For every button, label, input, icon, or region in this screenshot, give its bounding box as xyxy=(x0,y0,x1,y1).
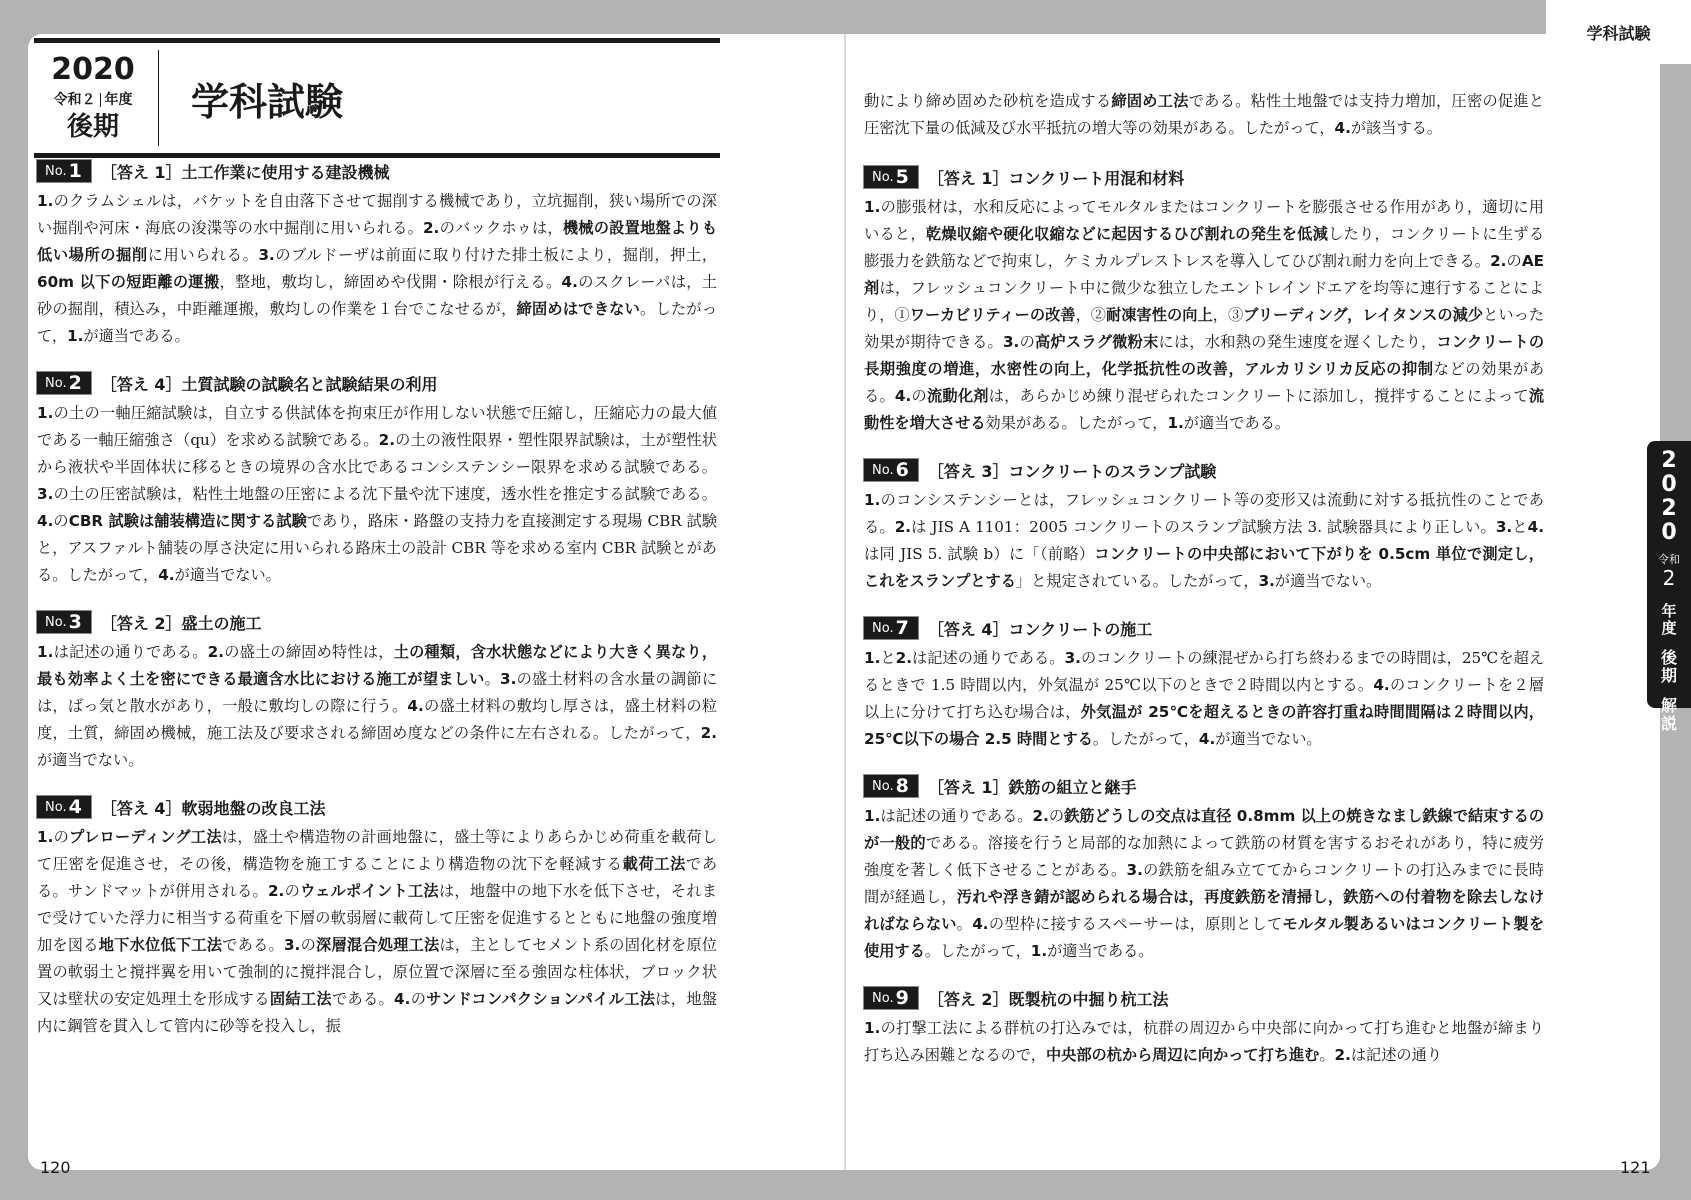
bold-term: 1. xyxy=(1167,414,1184,432)
entry-explanation: 1.のクラムシェルは，バケットを自由落下させて掘削する機械であり，立坑掘削，狭い場所での深い掘削や河床・海底の浚渫等の水中掘削に用いられる。2.のバックホゥは，機械の設置地盤よりも低い場所の掘削に用いられる。3.のブルドーザは前面に取り付けた排土板により，掘削，押土，60m 以下の短距離の運搬，整地，敷均し，締固めや伐開・除根が行える。4.のスクレーパは，土砂の掘削，積込み，中距離運搬，敷均しの作業を１台でこなせるが，締固めはできない。したがって，1.が適当である。 xyxy=(37,192,718,345)
question-number-badge: No. 8 xyxy=(864,775,918,797)
page-number-left: 120 xyxy=(40,1158,71,1177)
entry-title: ［答え 2］既製杭の中掘り杭工法 xyxy=(927,989,1169,1009)
bold-term: 3. xyxy=(1002,333,1020,351)
bold-term: 1. xyxy=(864,649,881,667)
bold-term: 外気温が 25℃を超えるときの許容打重ね時間間隔は２時間以内，25℃以下の場合 2.5 時間とする xyxy=(864,703,1544,748)
year-block xyxy=(34,54,152,142)
bold-term: 4. xyxy=(972,915,989,933)
bold-term: 1. xyxy=(67,327,84,345)
bold-term: 土の種類，含水状態などにより大きく異なり，最も効率よく土を密にできる最適含水比における施工が望ましい xyxy=(37,643,718,688)
entry-explanation: 1.の打撃工法による群杭の打込みでは，杭群の周辺から中央部に向かって打ち進むと地盤が締まり打ち込み困難となるので，中央部の杭から周辺に向かって打ち進む。2.は記述の通り xyxy=(864,1019,1544,1064)
bold-term: 2. xyxy=(700,724,717,742)
entry-title: ［答え 1］鉄筋の組立と継手 xyxy=(927,777,1137,797)
bold-term: 中央部の杭から周辺に向かって打ち進む xyxy=(1045,1046,1320,1064)
bold-term: 3. xyxy=(1495,518,1513,536)
entry-heading xyxy=(864,162,1544,192)
entry-title: ［答え 4］コンクリートの施工 xyxy=(927,619,1153,639)
entry-explanation: 1.は記述の通りである。2.の鉄筋どうしの交点は直径 0.8mm 以上の焼きなまし鉄線で結束するのが一般的である。溶接を行うと局部的な加熱によって鉄筋の材質を害するおそれがあり，特に疲労強度を著しく低下させることがある。3.の鉄筋を組み立ててからコンクリートの打込みまでに長時間が経過し，汚れや浮き錆が認められる場合は，再度鉄筋を清掃し，鉄筋への付着物を除去しなければならない。4.の型枠に接するスペーサーは，原則としてモルタル製あるいはコンクリート製を使用する。したがって，1.が適当である。 xyxy=(864,807,1545,960)
bold-term: 4. xyxy=(1527,518,1544,536)
bold-term: 2. xyxy=(207,643,224,661)
entry-explanation: 1.は記述の通りである。2.の盛土の締固め特性は，土の種類，含水状態などにより大きく異なり，最も効率よく土を密にできる最適含水比における施工が望ましい。3.の盛土材料の含水量の調節には，ばっ気と散水があり，一般に敷均しの際に行う。4.の盛土材料の敷均し厚さは，盛土材料の粒度，土質，締固め機械，施工法及び要求される締固め度などの条件に左右される。したがって，2.が適当でない。 xyxy=(37,643,718,769)
entry-title: ［答え 1］土工作業に使用する建設機械 xyxy=(100,162,390,182)
header-divider xyxy=(158,50,159,146)
bold-term: 1. xyxy=(37,404,54,422)
bold-term: コンクリートの長期強度の増進，水密性の向上，化学抵抗性の改善，アルカリシリカ反応の抑制 xyxy=(864,333,1545,378)
question-number-badge: No. 2 xyxy=(37,372,91,394)
bold-term: 4. xyxy=(158,566,175,584)
bold-term: 地下水位低下工法 xyxy=(98,936,223,954)
left-column xyxy=(37,156,717,1058)
bold-term: 2. xyxy=(894,518,912,536)
bold-term: 2. xyxy=(423,219,440,237)
bold-term: 耐凍害性の向上 xyxy=(1106,306,1213,324)
entry-heading xyxy=(37,792,717,822)
section-tab-top: 学科試験 xyxy=(1546,0,1691,64)
bold-term: 鉄筋どうしの交点は直径 0.8mm 以上の焼きなまし鉄線で結束するのが一般的 xyxy=(864,807,1545,852)
bold-term: 固結工法 xyxy=(269,990,332,1008)
bold-term: 2. xyxy=(895,649,912,667)
bold-term: 4. xyxy=(561,273,578,291)
question-number-badge: No. 7 xyxy=(864,617,918,639)
bold-term: 3. xyxy=(500,670,517,688)
entry-title: ［答え 2］盛土の施工 xyxy=(100,613,262,633)
bold-term: ウェルポイント工法 xyxy=(300,882,439,900)
entry-heading xyxy=(37,368,717,398)
bold-term: 3. xyxy=(1064,649,1081,667)
bold-term: 1. xyxy=(37,828,54,846)
bold-term: 汚れや浮き錆が認められる場合は，再度鉄筋を清掃し，鉄筋への付着物を除去しなければならない xyxy=(864,888,1545,933)
bold-term: 1. xyxy=(864,198,881,216)
bold-term: 乾燥収縮や硬化収縮などに起因するひび割れの発生を低減 xyxy=(925,225,1329,243)
bold-term: 4. xyxy=(1198,730,1216,748)
bold-term: 締固め工法 xyxy=(1111,92,1189,110)
bold-term: 3. xyxy=(1126,861,1143,879)
bold-term: 流動化剤 xyxy=(926,387,989,405)
bold-term: モルタル製あるいはコンクリート製を使用する xyxy=(864,915,1545,960)
entry-heading xyxy=(864,613,1544,643)
side-index-tab xyxy=(1647,441,1691,733)
side-tab-season: 後期 xyxy=(1660,648,1677,685)
right-column xyxy=(864,88,1544,1087)
answer-entry xyxy=(864,983,1544,1069)
answer-entry xyxy=(37,607,717,774)
header-era: 令和２ 年度 xyxy=(53,92,133,108)
entry-title: ［答え 4］軟弱地盤の改良工法 xyxy=(100,798,326,818)
bold-term: 1. xyxy=(1030,942,1048,960)
bold-term: 1. xyxy=(37,192,54,210)
side-tab-reiwa: 令和 xyxy=(1658,553,1680,566)
page-number-right: 121 xyxy=(1620,1158,1651,1177)
bold-term: 機械の設置地盤よりも低い場所の掘削 xyxy=(37,219,718,264)
bold-term: ブリーディング，レイタンスの減少 xyxy=(1243,306,1484,324)
answer-entry xyxy=(37,792,717,1040)
bold-term: プレローディング工法 xyxy=(69,828,222,846)
bold-term: 1. xyxy=(864,491,881,509)
bold-term: 4. xyxy=(1373,676,1390,694)
entry-explanation: 1.の膨張材は，水和反応によってモルタルまたはコンクリートを膨張させる作用があり，適切に用いると，乾燥収縮や硬化収縮などに起因するひび割れの発生を低減したり，コンクリートに生ずる膨張力を鉄筋などで拘束し，ケミカルプレストレスを導入してひび割れ耐力を向上できる。2.のAE 剤は，フレッシュコンクリート中に微少な独立したエントレインドエアを均等に連行することにより，①ワーカビリティーの改善，②耐凍害性の向上，③ブリーディング，レイタンスの減少といった効果が期待できる。3.の高炉スラグ微粉末には，水和熱の発生速度を遅くしたり，コンクリートの長期強度の増進，水密性の向上，化学抵抗性の改善，アルカリシリカ反応の抑制などの効果がある。4.の流動化剤は，あらかじめ練り混ぜられたコンクリートに添加し，撹拌することによって流動性を増大させる効果がある。したがって，1.が適当である。 xyxy=(864,198,1545,432)
bold-term: 締固めはできない xyxy=(516,300,641,318)
header-year: 2020 xyxy=(51,52,135,87)
bold-term: 2. xyxy=(378,431,395,449)
bold-term: 3. xyxy=(37,485,54,503)
answer-entry xyxy=(37,368,717,589)
header-season: 後期 xyxy=(66,112,119,142)
bold-term: 4. xyxy=(1334,119,1351,137)
bold-term: 2. xyxy=(1490,252,1507,270)
question-number-badge: No. 5 xyxy=(864,166,918,188)
bold-term: 流動性を増大させる xyxy=(864,387,1545,432)
side-tab-nendo: 年度 xyxy=(1661,602,1677,637)
bold-term: 載荷工法 xyxy=(622,855,686,873)
question-number-badge: No. 9 xyxy=(864,987,918,1009)
entry-title: ［答え 1］コンクリート用混和材料 xyxy=(927,168,1185,188)
book-gutter xyxy=(844,34,846,1170)
question-number-badge: No. 3 xyxy=(37,611,91,633)
bold-term: 4. xyxy=(37,512,54,530)
question-number-badge: No. 4 xyxy=(37,796,91,818)
answer-entry xyxy=(864,162,1544,437)
entry-heading xyxy=(37,156,717,186)
question-number-badge: No. 6 xyxy=(864,459,918,481)
bold-term: ワーカビリティーの改善 xyxy=(909,306,1076,324)
bold-term: CBR 試験は舗装構造に関する試験 xyxy=(68,512,307,530)
entry-heading xyxy=(864,771,1544,801)
chapter-header xyxy=(34,38,720,158)
entry-explanation: 1.のプレローディング工法は，盛土や構造物の計画地盤に，盛土等によりあらかじめ荷重を載荷して圧密を促進させ，その後，構造物を施工することにより構造物の沈下を軽減する載荷工法である。サンドマットが併用される。2.のウェルポイント工法は，地盤中の地下水を低下させ，それまで受けていた浮力に相当する荷重を下層の軟弱層に載荷して圧密を促進するとともに地盤の強度増加を図る地下水位低下工法である。3.の深層混合処理工法は，主としてセメント系の固化材を原位置の軟弱土と撹拌翼を用いて強制的に撹拌混合し，原位置で深層に至る強固な柱体状，ブロック状又は壁状の安定処理土を形成する固結工法である。4.のサンドコンパクションパイル工法は，地盤内に鋼管を貫入して管内に砂等を投入し，振 xyxy=(37,828,718,1035)
bold-term: 4. xyxy=(407,697,424,715)
bold-term: 4. xyxy=(894,387,912,405)
side-tab-reiwa-number: 2 xyxy=(1662,566,1676,590)
side-tab-kaisetsu: 解説 xyxy=(1660,696,1677,733)
answer-entry xyxy=(37,156,717,350)
bold-term: 1. xyxy=(864,1019,881,1037)
entry-explanation: 1.の土の一軸圧縮試験は，自立する供試体を拘束圧が作用しない状態で圧縮し，圧縮応力の最大値である一軸圧縮強さ（qu）を求める試験である。2.の土の液性限界・塑性限界試験は，土が塑性状から液状や半固体状に移るときの境界の含水比であるコンシステンシー限界を求める試験である。3.の土の圧密試験は，粘性土地盤の圧密による沈下量や沈下速度，透水性を推定する試験である。4.のCBR 試験は舗装構造に関する試験であり，路床・路盤の支持力を直接測定する現場 CBR 試験と，アスファルト舗装の厚さ決定に用いられる路床土の設計 CBR 等を求める室内 CBR 試験とがある。したがって，4.が適当でない。 xyxy=(37,404,718,584)
bold-term: AE 剤 xyxy=(864,252,1545,297)
entry-explanation: 1.のコンシステンシーとは，フレッシュコンクリート等の変形又は流動に対する抵抗性のことである。2.は JIS A 1101：2005 コンクリートのスランプ試験方法 3. 試験器具により正しい。3.と4.は同 JIS 5. 試験 b）に「（前略）コンクリートの中央部において下がりを 0.5cm 単位で測定し，これをスランプとする」と規定されている。したがって，3.が適当でない。 xyxy=(864,491,1544,590)
continuation-paragraph: 動により締め固めた砂杭を造成する締固め工法である。粘性土地盤では支持力増加，圧密の促進と圧密沈下量の低減及び水平抵抗の増大等の効果がある。したがって，4.が該当する。 xyxy=(864,92,1545,137)
bold-term: 3. xyxy=(283,936,301,954)
entry-heading xyxy=(864,455,1544,485)
bold-term: 深層混合処理工法 xyxy=(316,936,440,954)
entry-heading xyxy=(37,607,717,637)
bold-term: 高炉スラグ微粉末 xyxy=(1035,333,1159,351)
bold-term: 60m 以下の短距離の運搬 xyxy=(37,273,220,291)
entry-title: ［答え 4］土質試験の試験名と試験結果の利用 xyxy=(100,374,438,394)
bold-term: 3. xyxy=(1258,572,1275,590)
bold-term: 2. xyxy=(1032,807,1049,825)
bold-term: コンクリートの中央部において下がりを 0.5cm 単位で測定し，これをスランプとする xyxy=(864,545,1544,590)
bold-term: 1. xyxy=(37,643,54,661)
bold-term: 4. xyxy=(394,990,411,1008)
answer-entry xyxy=(864,771,1544,965)
bold-term: 2. xyxy=(267,882,285,900)
question-number-badge: No. 1 xyxy=(37,160,91,182)
bold-term: 1. xyxy=(864,807,881,825)
entry-explanation: 1.と2.は記述の通りである。3.のコンクリートの練混ぜから打ち終わるまでの時間は，25℃を超えるときで 1.5 時間以内，外気温が 25℃以下のときで２時間以内とする。4.のコンクリートを２層以上に分けて打ち込む場合は，外気温が 25℃を超えるときの許容打重ね時間間隔は２時間以内，25℃以下の場合 2.5 時間とする。したがって，4.が適当でない。 xyxy=(864,649,1545,748)
bold-term: 2. xyxy=(1334,1046,1351,1064)
page-title: 学科試験 xyxy=(191,79,344,124)
answer-entry xyxy=(864,455,1544,595)
bold-term: 3. xyxy=(258,246,275,264)
entry-title: ［答え 3］コンクリートのスランプ試験 xyxy=(927,461,1217,481)
side-tab-year: 2020 xyxy=(1661,448,1677,545)
bold-term: サンドコンパクションパイル工法 xyxy=(426,990,656,1008)
answer-entry xyxy=(864,613,1544,753)
entry-heading xyxy=(864,983,1544,1013)
